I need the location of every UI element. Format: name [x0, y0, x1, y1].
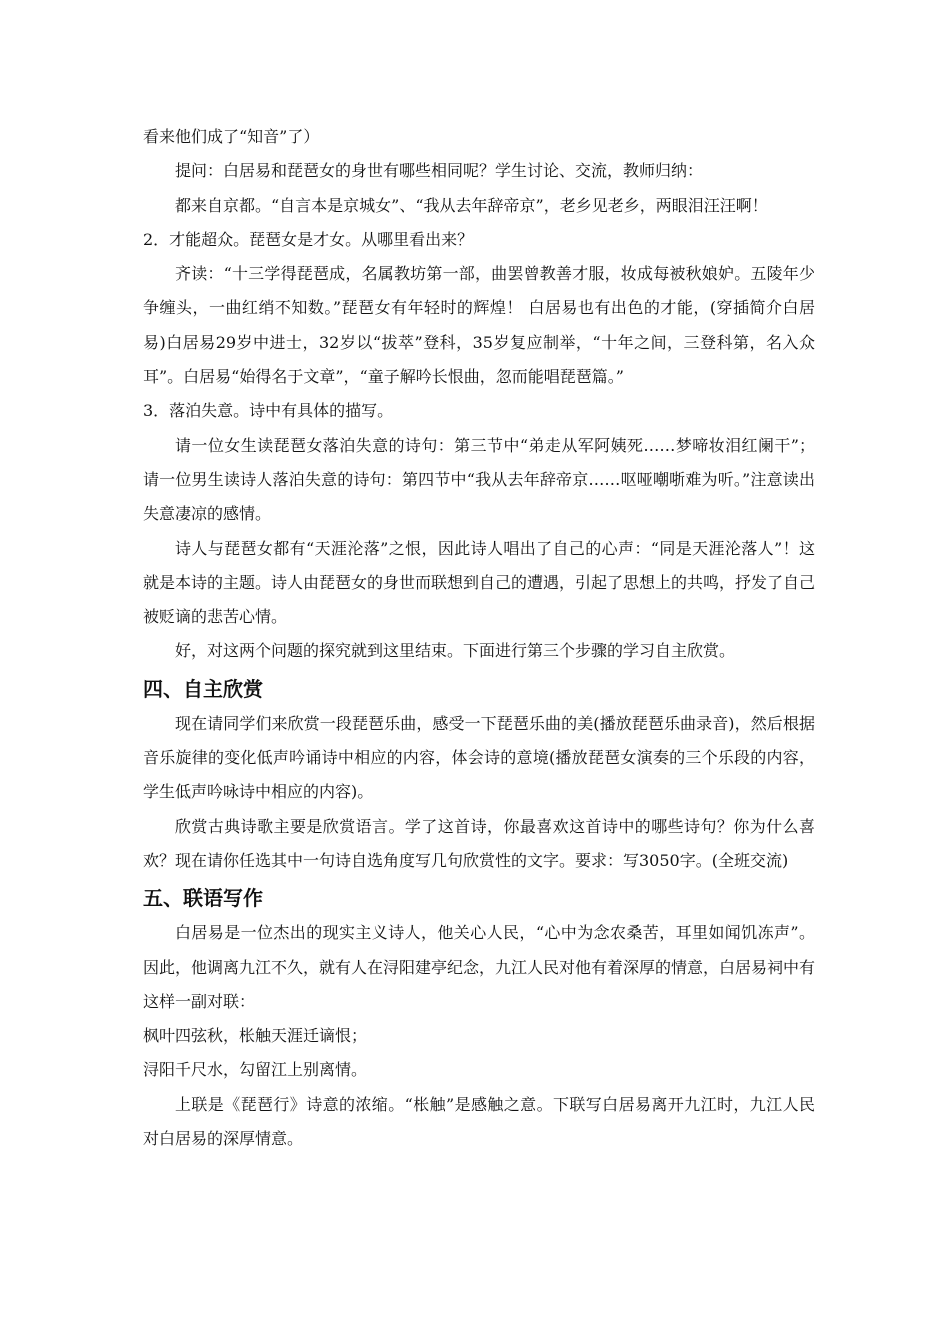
- section-heading-4: 四、自主欣赏: [143, 676, 263, 701]
- paragraph-bai-juyi: 白居易是一位杰出的现实主义诗人，他关心人民，“心中为念农桑苦，耳里如闻饥冻声”。因此，他调离九江不久，就有人在浔阳建亭纪念，九江人民对他有着深厚的情意，白居易祠中有这样一副对联：: [143, 923, 816, 1011]
- paragraph-capital: 都来自京都。“自言本是京城女”、“我从去年辞帝京”，老乡见老乡，两眼泪汪汪啊！: [175, 195, 768, 215]
- paragraph-zhiyin: 看来他们成了“知音”了）: [143, 127, 320, 146]
- paragraph-music: 现在请同学们来欣赏一段琵琶乐曲，感受一下琵琶乐曲的美(播放琵琶乐曲录音)，然后根据音乐旋律的变化低声吟诵诗中相应的内容，体会诗的意境(播放琵琶女演奏的三个乐段的内容，学生低声吟咏诗中相应的内容)。: [143, 713, 815, 802]
- couplet-line-1: 枫叶四弦秋，枨触天涯迁谪恨；: [143, 1026, 368, 1046]
- paragraph-question: 提问：白居易和琵琶女的身世有哪些相同呢？学生讨论、交流，教师归纳：: [175, 161, 704, 181]
- paragraph-couplet-explanation: 上联是《琵琶行》诗意的浓缩。“枨触”是感触之意。下联写白居易离开九江时，九江人民对白居易的深厚情意。: [143, 1094, 815, 1149]
- section-heading-5: 五、联语写作: [143, 886, 263, 911]
- paragraph-transition: 好，对这两个问题的探究就到这里结束。下面进行第三个步骤的学习自主欣赏。: [175, 641, 736, 661]
- paragraph-students-read: 请一位女生读琵琶女落泊失意的诗句：第三节中“弟走从军阿姨死……梦啼妆泪红阑干”；请一位男生读诗人落泊失意的诗句：第四节中“我从去年辞帝京……呕哑嘲哳难为听。”注意读出失意凄凉的感情。: [143, 435, 815, 524]
- paragraph-theme: 诗人与琵琶女都有“天涯沦落”之恨，因此诗人唱出了自己的心声：“同是天涯沦落人”！这就是本诗的主题。诗人由琵琶女的身世而联想到自己的遭遇，引起了思想上的共鸣，抒发了自己被贬谪的悲苦心情。: [143, 538, 816, 627]
- couplet-line-2: 浔阳千尺水，勾留江上别离情。: [143, 1060, 368, 1080]
- document-body: [143, 120, 815, 1156]
- point-3-frustration: 3．落泊失意。诗中有具体的描写。: [143, 401, 394, 421]
- paragraph-appreciation: 欣赏古典诗歌主要是欣赏语言。学了这首诗，你最喜欢这首诗中的哪些诗句？你为什么喜欢？现在请你任选其中一句诗自选角度写几句欣赏性的文字。要求：写3050字。(全班交流): [143, 816, 815, 870]
- paragraph-read-aloud: 齐读：“十三学得琵琶成，名属教坊第一部，曲罢曾教善才服，妆成每被秋娘妒。五陵年少争缠头，一曲红绡不知数。”琵琶女有年轻时的辉煌！ 白居易也有出色的才能，(穿插简介白居易)白居易29岁中进士，32岁以“拔萃”登科，35岁复应制举，“十年之间，三登科第，名入众耳”。白居易“始得名于文章”，“童子解吟长恨曲，忽而能唱琵琶篇。”: [143, 264, 815, 387]
- point-2-talent: 2．才能超众。琵琶女是才女。从哪里看出来？: [143, 229, 474, 249]
